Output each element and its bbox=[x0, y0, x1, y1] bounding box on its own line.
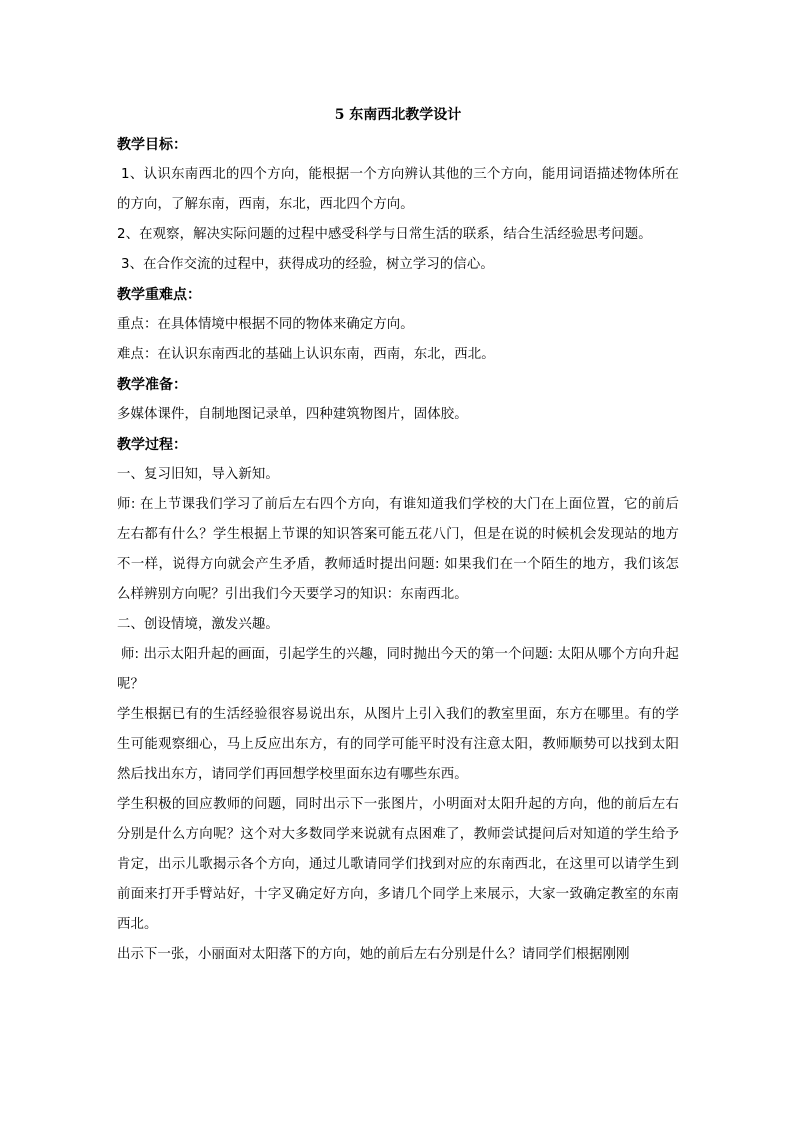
preparation-heading: 教学准备： bbox=[117, 377, 187, 393]
step-2-text-4: 出示下一张，小丽面对太阳落下的方向，她的前后左右分别是什么？请同学们根据刚刚 bbox=[117, 947, 630, 962]
document-body bbox=[117, 100, 679, 970]
step-2-text-2: 学生根据已有的生活经验很容易说出东，从图片上引入我们的教室里面，东方在哪里。有的学生可能观察细心，马上反应出东方，有的同学可能平时没有注意太阳，教师顺势可以找到太阳然后找出东方，请同学们再回想学校里面东边有哪些东西。 bbox=[117, 707, 679, 782]
step-1-text: 师: 在上节课我们学习了前后左右四个方向，有谁知道我们学校的大门在上面位置，它的前后左右都有什么？学生根据上节课的知识答案可能五花八门，但是在说的时候机会发现站的地方不一样，说得方向就会产生矛盾，教师适时提出问题: 如果我们在一个陌生的地方，我们该怎么样辨别方向呢？引出我们今天要学习的知识：东南西北。 bbox=[117, 497, 679, 602]
step-2-text-3: 学生积极的回应教师的问题，同时出示下一张图片，小明面对太阳升起的方向，他的前后左右分别是什么方向呢？这个对大多数同学来说就有点困难了，教师尝试提问后对知道的学生给予肯定，出示儿歌揭示各个方向，通过儿歌请同学们找到对应的东南西北，在这里可以请学生到前面来打开手臂站好，十字叉确定好方向，多请几个同学上来展示，大家一致确定教室的东南西北。 bbox=[117, 797, 679, 932]
key-point: 重点：在具体情境中根据不同的物体来确定方向。 bbox=[117, 317, 414, 332]
step-2-title: 二、创设情境，激发兴趣。 bbox=[117, 617, 279, 632]
difficult-point: 难点：在认识东南西北的基础上认识东南，西南，东北，西北。 bbox=[117, 347, 495, 362]
step-1-title: 一、复习旧知，导入新知。 bbox=[117, 467, 279, 482]
preparation-text: 多媒体课件，自制地图记录单，四种建筑物图片，固体胶。 bbox=[117, 407, 468, 422]
goals-heading: 教学目标： bbox=[117, 137, 187, 153]
key-difficult-heading: 教学重难点： bbox=[117, 287, 201, 303]
step-2-text-1: 师: 出示太阳升起的画面，引起学生的兴趣，同时抛出今天的第一个问题: 太阳从哪个方向升起呢？ bbox=[117, 647, 679, 692]
goal-3: 3、在合作交流的过程中，获得成功的经验，树立学习的信心。 bbox=[121, 257, 494, 272]
document-title: 5 东南西北教学设计 bbox=[334, 107, 462, 123]
goal-2: 2、在观察，解决实际问题的过程中感受科学与日常生活的联系，结合生活经验思考问题。 bbox=[117, 227, 652, 242]
goal-1: 1、认识东南西北的四个方向，能根据一个方向辨认其他的三个方向，能用词语描述物体所在的方向，了解东南，西南，东北，西北四个方向。 bbox=[117, 167, 679, 212]
process-heading: 教学过程： bbox=[117, 437, 187, 453]
